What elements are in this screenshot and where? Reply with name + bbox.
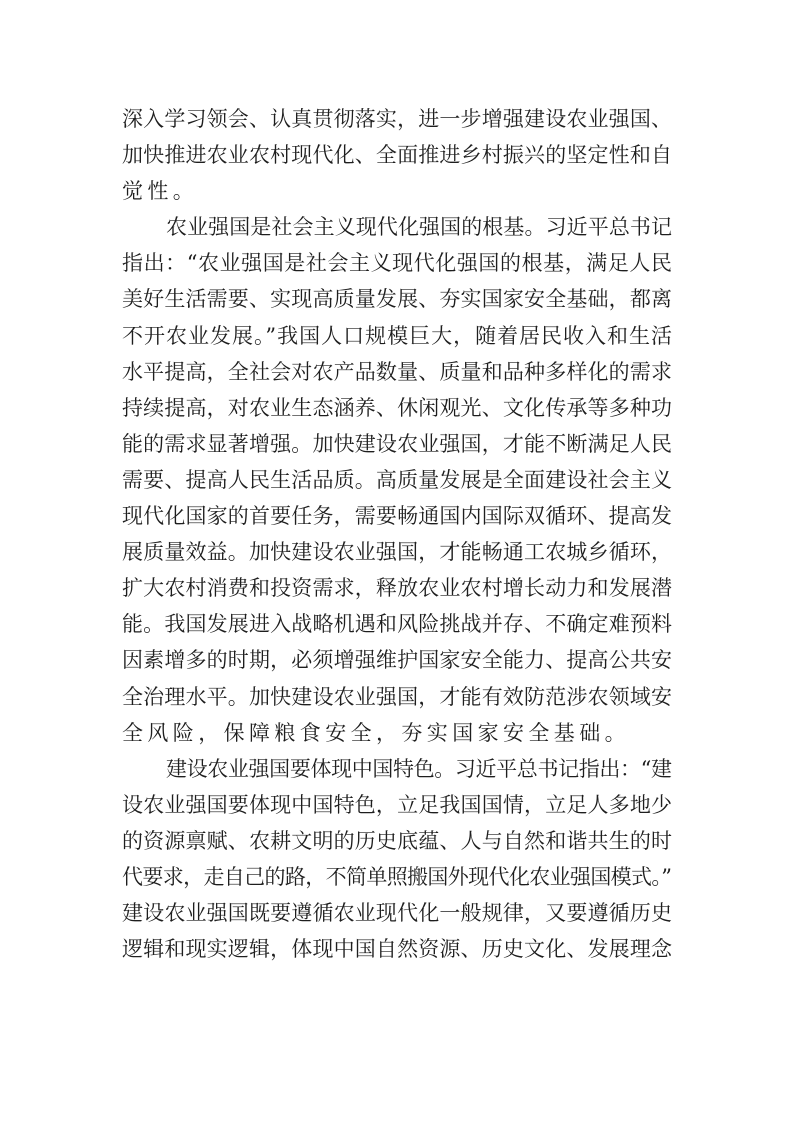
paragraph-1 bbox=[122, 104, 672, 212]
text-line: 的资源禀赋、农耕文明的历史底蕴、人与自然和谐共生的时 bbox=[122, 828, 672, 853]
text-line: 逻辑和现实逻辑，体现中国自然资源、历史文化、发展理念 bbox=[122, 937, 672, 962]
text-line: 美好生活需要、实现高质量发展、夯实国家安全基础，都离 bbox=[122, 287, 672, 312]
text-line: 全风险，保障粮食安全，夯实国家安全基础。 bbox=[122, 720, 630, 745]
text-line: 觉性。 bbox=[122, 179, 199, 204]
text-line: 因素增多的时期，必须增强维护国家安全能力、提高公共安 bbox=[122, 648, 672, 673]
text-line: 现代化国家的首要任务，需要畅通国内国际双循环、提高发 bbox=[122, 504, 672, 529]
text-line: 建设农业强国要体现中国特色。习近平总书记指出：“建 bbox=[166, 756, 672, 781]
document-page bbox=[122, 104, 672, 970]
text-line: 不开农业发展。”我国人口规模巨大，随着居民收入和生活 bbox=[122, 323, 672, 348]
text-line: 能。我国发展进入战略机遇和风险挑战并存、不确定难预料 bbox=[122, 612, 672, 637]
text-line: 农业强国是社会主义现代化强国的根基。习近平总书记 bbox=[166, 215, 672, 240]
paragraph-3 bbox=[122, 754, 672, 971]
text-line: 代要求，走自己的路，不简单照搬国外现代化农业强国模式。” bbox=[122, 864, 672, 889]
text-line: 扩大农村消费和投资需求，释放农业农村增长动力和发展潜 bbox=[122, 576, 672, 601]
text-line: 建设农业强国既要遵循农业现代化一般规律，又要遵循历史 bbox=[122, 901, 672, 926]
text-line: 展质量效益。加快建设农业强国，才能畅通工农城乡循环， bbox=[122, 540, 672, 565]
text-line: 加快推进农业农村现代化、全面推进乡村振兴的坚定性和自 bbox=[122, 143, 672, 168]
text-line: 能的需求显著增强。加快建设农业强国，才能不断满足人民 bbox=[122, 431, 672, 456]
text-line: 持续提高，对农业生态涵养、休闲观光、文化传承等多种功 bbox=[122, 395, 672, 420]
text-line: 指出：“农业强国是社会主义现代化强国的根基，满足人民 bbox=[122, 251, 672, 276]
text-line: 全治理水平。加快建设农业强国，才能有效防范涉农领域安 bbox=[122, 684, 672, 709]
text-line: 需要、提高人民生活品质。高质量发展是全面建设社会主义 bbox=[122, 467, 672, 492]
paragraph-2 bbox=[122, 212, 672, 753]
text-line: 深入学习领会、认真贯彻落实，进一步增强建设农业强国、 bbox=[122, 107, 672, 131]
text-line: 水平提高，全社会对农产品数量、质量和品种多样化的需求 bbox=[122, 359, 672, 384]
text-line: 设农业强国要体现中国特色，立足我国国情，立足人多地少 bbox=[122, 792, 672, 817]
